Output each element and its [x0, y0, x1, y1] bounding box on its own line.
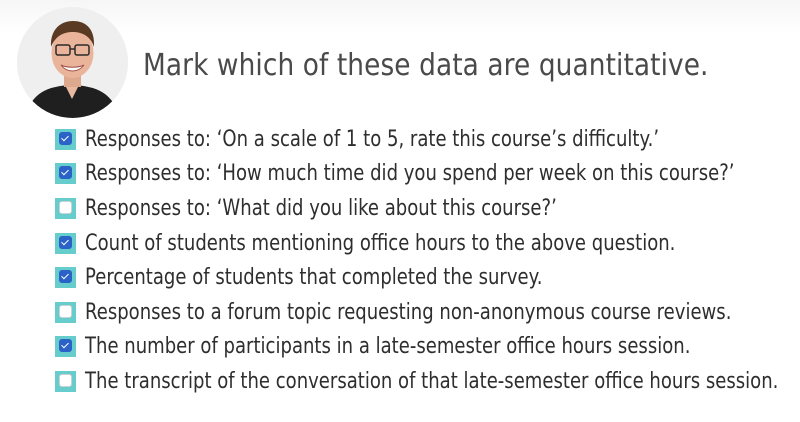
- checkbox-checked-icon: [59, 236, 72, 249]
- answer-checkbox[interactable]: [55, 336, 76, 357]
- checkbox-unchecked-icon: [59, 305, 72, 318]
- checkbox-checked-icon: [59, 270, 72, 283]
- answer-label: The transcript of the conversation of that late-semester office hours session.: [85, 368, 779, 394]
- answer-label: Responses to a forum topic requesting non-anonymous course reviews.: [85, 299, 732, 325]
- answer-checkbox[interactable]: [55, 371, 76, 392]
- list-item: [55, 260, 800, 295]
- answer-label: Responses to: ‘On a scale of 1 to 5, rate this course’s difficulty.’: [85, 126, 660, 152]
- answer-label: The number of participants in a late-semester office hours session.: [85, 334, 691, 360]
- answer-checkbox[interactable]: [55, 233, 76, 254]
- answer-checkbox[interactable]: [55, 163, 76, 184]
- answer-label: Responses to: ‘How much time did you spend per week on this course?’: [85, 161, 735, 187]
- checkbox-unchecked-icon: [59, 374, 72, 387]
- slide-title: Mark which of these data are quantitative.: [143, 48, 709, 83]
- list-item: [55, 157, 800, 192]
- answer-label: Percentage of students that completed the survey.: [85, 265, 543, 291]
- checkbox-unchecked-icon: [59, 201, 72, 214]
- checkbox-checked-icon: [59, 339, 72, 352]
- answer-label: Count of students mentioning office hours to the above question.: [85, 230, 676, 256]
- presenter-avatar: [17, 7, 128, 118]
- answer-checkbox[interactable]: [55, 129, 76, 150]
- checkbox-checked-icon: [59, 132, 72, 145]
- answer-list: [55, 122, 800, 399]
- list-item: [55, 122, 800, 157]
- checkbox-checked-icon: [59, 166, 72, 179]
- answer-checkbox[interactable]: [55, 302, 76, 323]
- answer-checkbox[interactable]: [55, 198, 76, 219]
- answer-label: Responses to: ‘What did you like about this course?’: [85, 195, 557, 221]
- list-item: [55, 226, 800, 261]
- list-item: [55, 295, 800, 330]
- list-item: [55, 191, 800, 226]
- list-item: [55, 364, 800, 399]
- answer-checkbox[interactable]: [55, 267, 76, 288]
- list-item: [55, 330, 800, 365]
- presenter-photo: [17, 7, 128, 118]
